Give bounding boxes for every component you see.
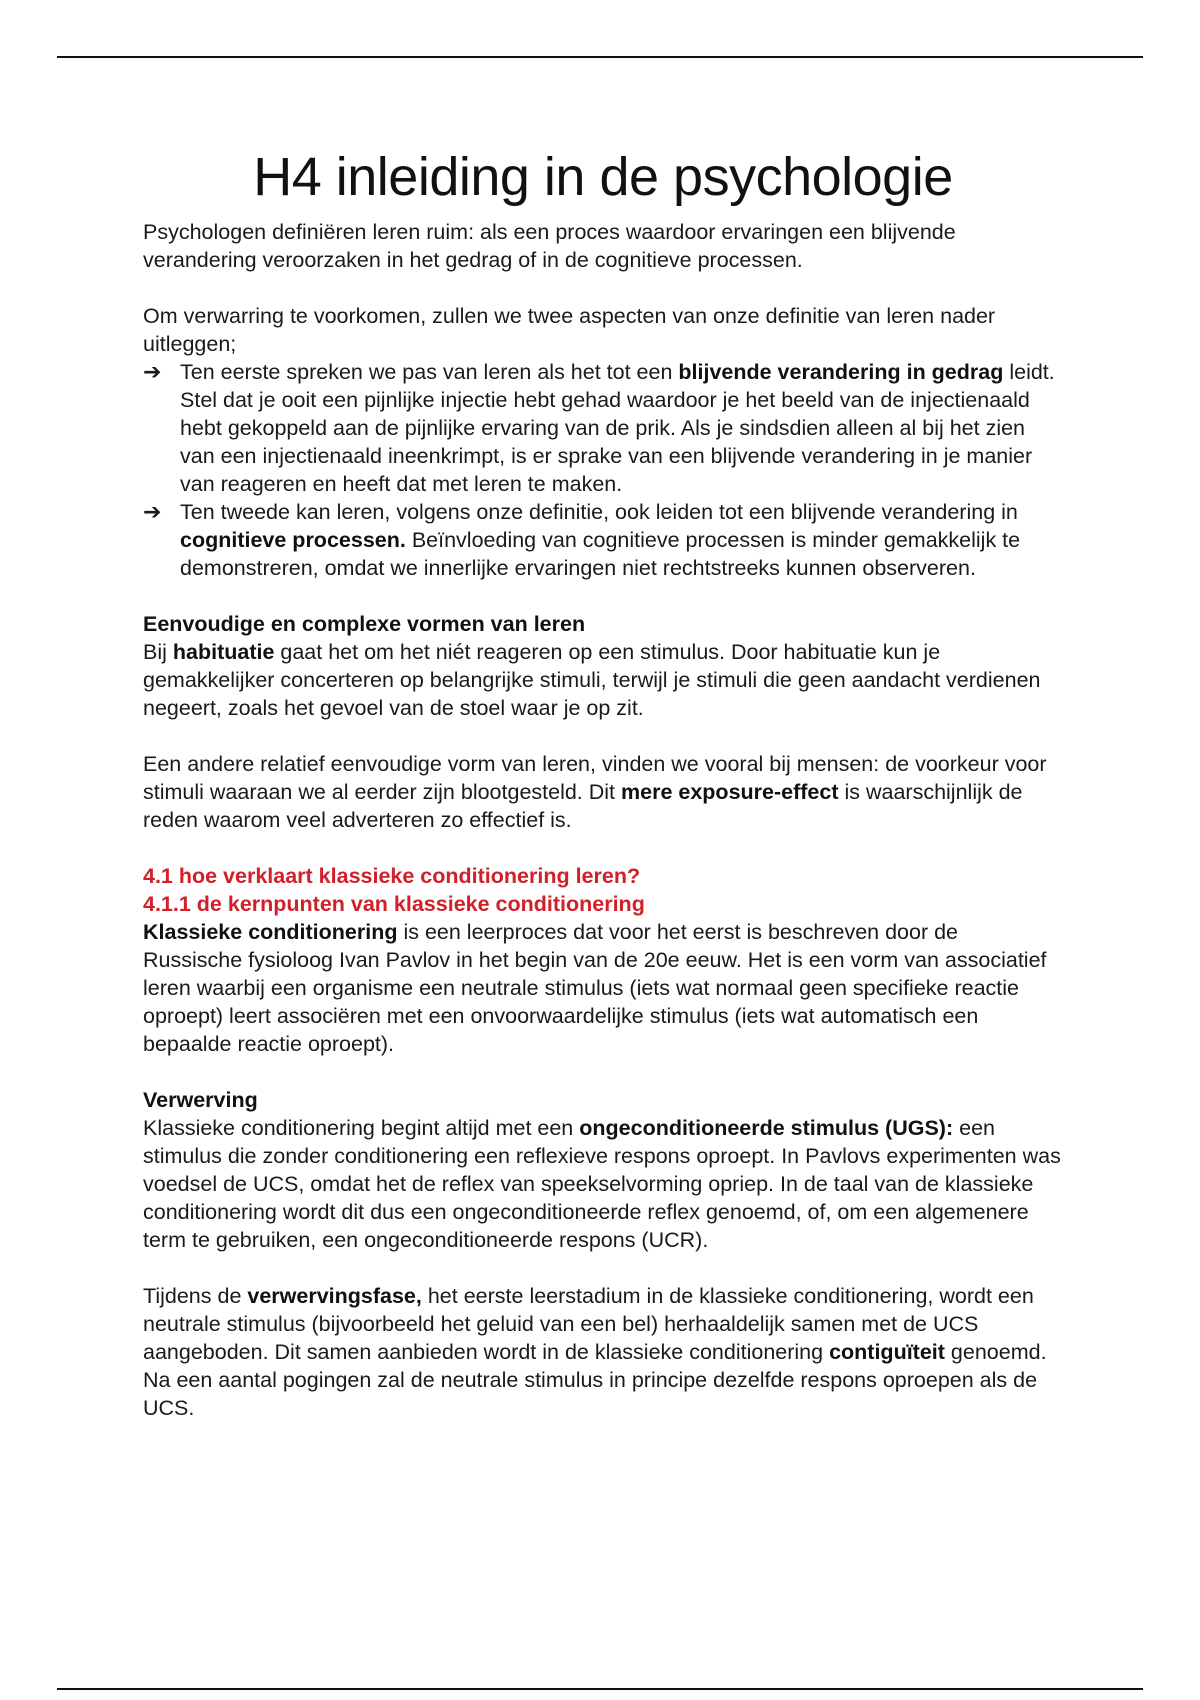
top-rule	[57, 56, 1143, 58]
spacer	[143, 722, 1063, 750]
aspects-list	[143, 358, 1063, 582]
habituation-paragraph: Bij habituatie gaat het om het niét reageren op een stimulus. Door habituatie kun je gemakkelijker concerteren op belangrijke stimuli, terwijl je stimuli die geen aandacht verdienen negeert, zoals het gevoel van de stoel waar je op zit.	[143, 640, 1041, 720]
ucs-paragraph: Klassieke conditionering begint altijd met een ongeconditioneerde stimulus (UGS): een stimulus die zonder conditionering een reflexieve respons oproept. In Pavlovs experimenten was voedsel de UCS, omdat het de reflex van speekselvorming opriep. In de taal van de klassieke conditionering wordt dit dus een ongeconditioneerde reflex genoemd, of, om een algemenere term te gebruiken, een ongeconditioneerde respons (UCR).	[143, 1116, 1061, 1252]
spacer	[143, 1254, 1063, 1282]
page-title: H4 inleiding in de psychologie	[253, 147, 953, 207]
section-heading-simple-forms: Eenvoudige en complexe vormen van leren	[143, 612, 586, 636]
acquisition-phase-paragraph: Tijdens de verwervingsfase, het eerste leerstadium in de klassieke conditionering, wordt een neutrale stimulus (bijvoorbeeld het geluid van een bel) herhaaldelijk samen met de UCS aangeboden. Dit samen aanbieden wordt in de klassieke conditionering contiguïteit genoemd. Na een aantal pogingen zal de neutrale stimulus in principe dezelfde respons oproepen als de UCS.	[143, 1284, 1047, 1420]
section-heading-4-1-1: 4.1.1 de kernpunten van klassieke conditionering	[143, 892, 645, 916]
spacer	[143, 274, 1063, 302]
aspects-intro-paragraph: Om verwarring te voorkomen, zullen we twee aspecten van onze definitie van leren nader uitleggen;	[143, 304, 996, 356]
spacer	[143, 1058, 1063, 1086]
list-item: ➔ Ten eerste spreken we pas van leren als het tot een blijvende verandering in gedrag leidt. Stel dat je ooit een pijnlijke injectie hebt gehad waardoor je het beeld van de injectienaald hebt gekoppeld aan de pijnlijke ervaring van de prik. Als je sindsdien alleen al bij het zien van een injectienaald ineenkrimpt, is er sprake van een blijvende verandering in je manier van reageren en heeft dat met leren te maken.	[143, 359, 1055, 496]
bottom-rule	[57, 1688, 1143, 1690]
spacer	[143, 582, 1063, 610]
classical-conditioning-paragraph: Klassieke conditionering is een leerproces dat voor het eerst is beschreven door de Russische fysioloog Ivan Pavlov in het begin van de 20e eeuw. Het is een vorm van associatief leren waarbij een organisme een neutrale stimulus (iets wat normaal geen specifieke reactie oproept) leert associëren met een onvoorwaardelijke stimulus (iets wat automatisch een bepaalde reactie oproept).	[143, 920, 1047, 1056]
list-item: ➔ Ten tweede kan leren, volgens onze definitie, ook leiden tot een blijvende verandering in cognitieve processen. Beïnvloeding van cognitieve processen is minder gemakkelijk te demonstreren, omdat we innerlijke ervaringen niet rechtstreeks kunnen observeren.	[143, 499, 1021, 580]
section-heading-verwerving: Verwerving	[143, 1088, 258, 1112]
intro-paragraph: Psychologen definiëren leren ruim: als een proces waardoor ervaringen een blijvende verandering veroorzaken in het gedrag of in de cognitieve processen.	[143, 220, 956, 272]
section-heading-4-1: 4.1 hoe verklaart klassieke conditionering leren?	[143, 864, 641, 888]
mere-exposure-paragraph: Een andere relatief eenvoudige vorm van leren, vinden we vooral bij mensen: de voorkeur voor stimuli waaraan we al eerder zijn blootgesteld. Dit mere exposure-effect is waarschijnlijk de reden waarom veel adverteren zo effectief is.	[143, 752, 1047, 832]
spacer	[143, 834, 1063, 862]
arrow-right-icon: ➔	[143, 359, 162, 384]
document-page	[143, 146, 1063, 1422]
arrow-right-icon: ➔	[143, 499, 162, 524]
